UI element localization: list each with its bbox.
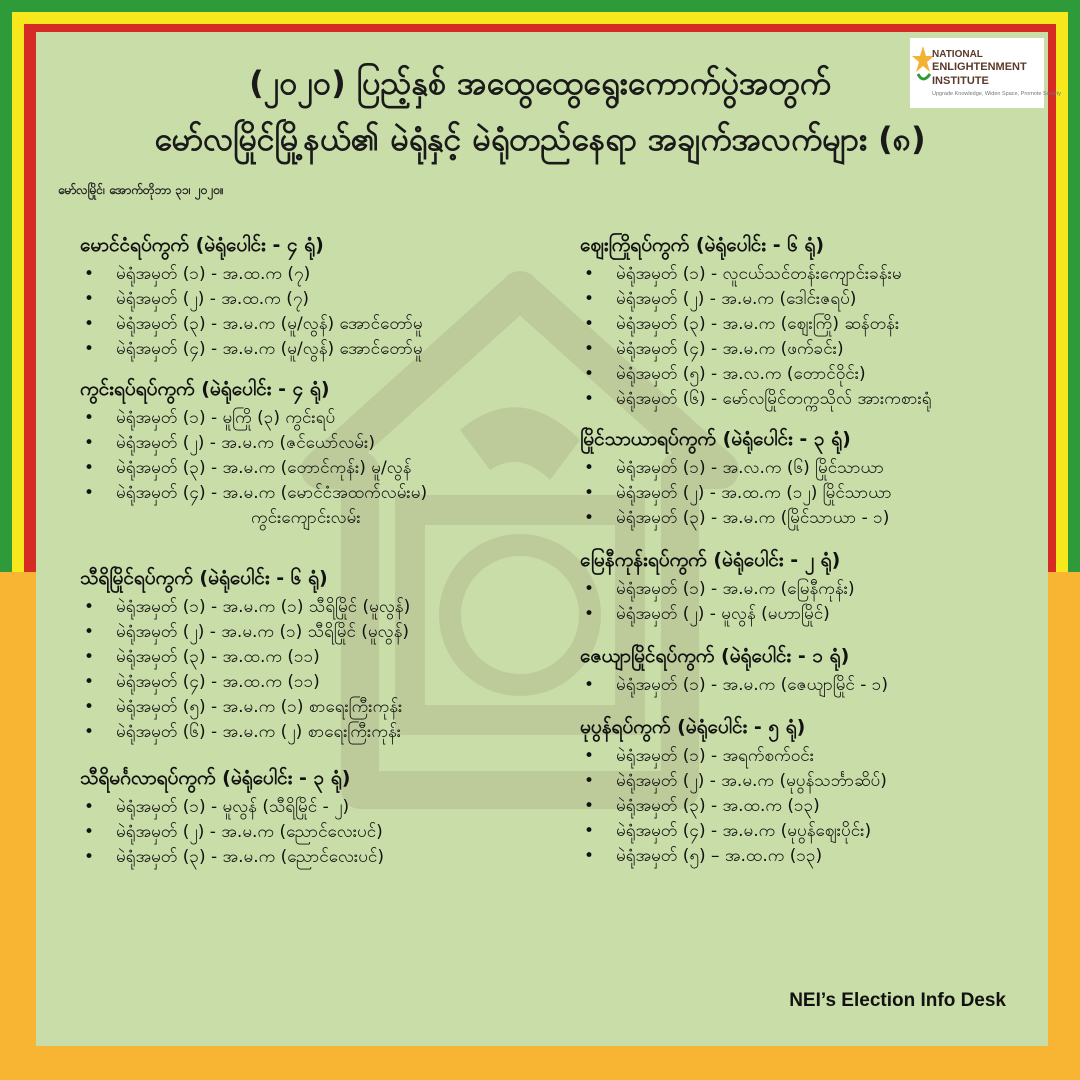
polling-station-text: မဲရုံအမှတ် (၁) - မူလွန် (သီရိမြိုင် - ၂) [116, 797, 350, 817]
ward-heading: သီရိမြိုင်ရပ်ကွက် (မဲရုံပေါင်း - ၆ ရုံ) [80, 567, 328, 589]
polling-station-item [580, 769, 1060, 794]
polling-station-item [580, 844, 1060, 869]
polling-station-item [580, 602, 1060, 627]
polling-station-item [580, 744, 1060, 769]
polling-station-item [80, 645, 560, 670]
ward-section [580, 232, 1060, 412]
ward-heading: ဇေယျာမြိုင်ရပ်ကွက် (မဲရုံပေါင်း - ၁ ရုံ) [580, 645, 850, 667]
polling-station-text: မဲရုံအမှတ် (၂) - မူလွန် (မဟာမြိုင်) [616, 604, 830, 624]
polling-station-item [580, 287, 1060, 312]
polling-station-item [80, 620, 560, 645]
polling-station-item [580, 337, 1060, 362]
polling-station-text: မဲရုံအမှတ် (၅) – အ.ထ.က (၁၃) [616, 846, 823, 866]
polling-station-item [580, 456, 1060, 481]
polling-station-item [80, 262, 560, 287]
polling-station-list [80, 406, 560, 531]
polling-station-item [80, 595, 560, 620]
polling-station-item [580, 577, 1060, 602]
ward-heading: ကွင်းရပ်ရပ်ကွက် (မဲရုံပေါင်း - ၄ ရုံ) [80, 378, 330, 400]
ward-heading: မောင်ငံရပ်ကွက် (မဲရုံပေါင်း - ၄ ရုံ) [80, 234, 324, 256]
polling-station-text: မဲရုံအမှတ် (၆) - အ.မ.က (၂) စာရေးကြီးကုန်း [116, 722, 402, 742]
polling-station-list [80, 262, 560, 362]
ward-heading: မြိုင်သာယာရပ်ကွက် (မဲရုံပေါင်း - ၃ ရုံ) [580, 428, 851, 450]
ward-heading: သီရိမင်္ဂလာရပ်ကွက် (မဲရုံပေါင်း - ၃ ရုံ) [80, 767, 351, 789]
polling-station-text: မဲရုံအမှတ် (၃) - အ.မ.က (မြိုင်သာယာ - ၁) [616, 508, 890, 528]
polling-station-item [80, 720, 560, 745]
polling-station-item [80, 695, 560, 720]
polling-station-text: မဲရုံအမှတ် (၆) - မော်လမြိုင်တက္ကသိုလ် အားကစားရုံ [616, 389, 932, 409]
title-line-1: (၂၀၂၀) ပြည့်နှစ် အထွေထွေရွေးကောက်ပွဲအတွက် [249, 64, 831, 102]
left-column [80, 232, 560, 870]
polling-station-text: မဲရုံအမှတ် (၄) - အ.မ.က (ဖက်ခင်း) [616, 339, 844, 359]
polling-station-text: မဲရုံအမှတ် (၄) - အ.မ.က (မူ/လွန်) အောင်တော်မူ [116, 339, 423, 359]
ward-heading: မြေနီကုန်းရပ်ကွက် (မဲရုံပေါင်း - ၂ ရုံ) [580, 549, 841, 571]
polling-station-text: မဲရုံအမှတ် (၅) - အ.လ.က (တောင်ဝိုင်း) [616, 364, 866, 384]
polling-station-text: မဲရုံအမှတ် (၄) - အ.မ.က (မုပွန်ဈေးပိုင်း) [616, 821, 872, 841]
ward-section [80, 232, 560, 362]
polling-station-text: မဲရုံအမှတ် (၁) - အ.လ.က (၆) မြိုင်သာယာ [616, 458, 885, 478]
logo-tagline: Upgrade Knowledge, Widen Space, Promote Society [932, 91, 1062, 97]
polling-station-item [80, 337, 560, 362]
polling-station-text: မဲရုံအမှတ် (၁) - မူကြို (၃) ကွင်းရပ် [116, 408, 336, 428]
polling-station-item [80, 312, 560, 337]
ward-section [580, 643, 1060, 698]
polling-station-list [580, 744, 1060, 869]
polling-station-list [580, 456, 1060, 531]
polling-station-item [80, 820, 560, 845]
polling-station-text: မဲရုံအမှတ် (၂) - အ.မ.က (ဒေါင်းဇရပ်) [616, 289, 857, 309]
polling-station-item [580, 506, 1060, 531]
polling-station-item [80, 431, 560, 456]
nei-logo [910, 38, 1062, 108]
polling-station-item [80, 406, 560, 431]
polling-station-item [580, 262, 1060, 287]
right-column [580, 232, 1060, 869]
polling-station-text: မဲရုံအမှတ် (၁) - အ.မ.က (မြေနီကုန်း) [616, 579, 855, 599]
polling-station-item [80, 481, 560, 531]
polling-station-text: မဲရုံအမှတ် (၁) - အ.မ.က (ဇေယျာမြိုင် - ၁) [616, 675, 888, 695]
polling-station-list [580, 262, 1060, 412]
polling-station-text: မဲရုံအမှတ် (၃) - အ.မ.က (ဈေးကြို) ဆန်တန်း [616, 314, 900, 334]
polling-station-text: မဲရုံအမှတ် (၂) - အ.မ.က (မုပွန်သင်္ဘာဆိပ်) [616, 771, 887, 791]
polling-station-item [580, 481, 1060, 506]
logo-line-2: ENLIGHTENMENT [932, 61, 1027, 73]
ward-section [80, 565, 560, 745]
polling-station-text: မဲရုံအမှတ် (၂) - အ.ထ.က (၁၂) မြိုင်သာယာ [616, 483, 892, 503]
polling-station-item [80, 670, 560, 695]
ward-section [580, 426, 1060, 531]
footer-credit: NEI’s Election Info Desk [789, 990, 1006, 1011]
polling-station-item [80, 795, 560, 820]
ward-section [580, 547, 1060, 627]
polling-station-text: မဲရုံအမှတ် (၅) - အ.မ.က (၁) စာရေးကြီးကုန်း [116, 697, 403, 717]
polling-station-text: မဲရုံအမှတ် (၃) - အ.မ.က (တောင်ကုန်း) မူ/လွန် [116, 458, 412, 478]
polling-station-text: မဲရုံအမှတ် (၁) - အ.မ.က (၁) သီရိမြိုင် (မူလွန်) [116, 597, 411, 617]
ward-section [80, 376, 560, 531]
polling-station-text: မဲရုံအမှတ် (၃) - အ.မ.က (ညောင်လေးပင်) [116, 847, 384, 867]
dateline: မော်လမြိုင်၊ အောက်တိုဘာ ၃၁၊ ၂၀၂၀။ [58, 183, 224, 197]
polling-station-list [580, 673, 1060, 698]
ward-section [80, 765, 560, 870]
polling-station-item [580, 312, 1060, 337]
polling-station-item [580, 819, 1060, 844]
polling-station-text: မဲရုံအမှတ် (၄) - အ.မ.က (မောင်ငံအထက်လမ်းမ) [116, 483, 428, 503]
logo-line-3: INSTITUTE [932, 75, 989, 87]
polling-station-text: မဲရုံအမှတ် (၃) - အ.မ.က (မူ/လွန်) အောင်တော်မူ [116, 314, 423, 334]
polling-station-text: မဲရုံအမှတ် (၁) - အရက်စက်ဝင်း [616, 746, 815, 766]
polling-station-item [580, 387, 1060, 412]
polling-station-text: မဲရုံအမှတ် (၁) - လူငယ်သင်တန်းကျောင်းခန်းမ [616, 264, 902, 284]
polling-station-text: မဲရုံအမှတ် (၃) - အ.ထ.က (၁၃) [616, 796, 820, 816]
polling-station-item [580, 794, 1060, 819]
polling-station-list [80, 795, 560, 870]
logo-line-1: NATIONAL [932, 49, 983, 60]
polling-station-list [80, 595, 560, 745]
title-line-2: မော်လမြိုင်မြို့နယ်၏ မဲရုံနှင့် မဲရုံတည်နေရာ အချက်အလက်များ (၈) [154, 120, 926, 158]
polling-station-text: မဲရုံအမှတ် (၂) - အ.မ.က (၁) သီရိမြိုင် (မူလွန်) [116, 622, 410, 642]
polling-station-item [80, 456, 560, 481]
polling-station-text: မဲရုံအမှတ် (၁) - အ.ထ.က (၇) [116, 264, 311, 284]
polling-station-text: မဲရုံအမှတ် (၄) - အ.ထ.က (၁၁) [116, 672, 320, 692]
polling-station-text: မဲရုံအမှတ် (၂) - အ.မ.က (ဇင်ယော်လမ်း) [116, 433, 375, 453]
ward-heading: မုပွန်ရပ်ကွက် (မဲရုံပေါင်း - ၅ ရုံ) [580, 716, 806, 738]
polling-station-text: မဲရုံအမှတ် (၂) - အ.ထ.က (၇) [116, 289, 310, 309]
ward-heading: ဈေးကြိုရပ်ကွက် (မဲရုံပေါင်း - ၆ ရုံ) [580, 234, 825, 256]
list-item-continuation: ကွင်းကျောင်းလမ်း [251, 508, 361, 528]
ward-section [580, 714, 1060, 869]
polling-station-item [580, 673, 1060, 698]
polling-station-item [80, 845, 560, 870]
polling-station-text: မဲရုံအမှတ် (၃) - အ.ထ.က (၁၁) [116, 647, 320, 667]
polling-station-list [580, 577, 1060, 627]
polling-station-text: မဲရုံအမှတ် (၂) - အ.မ.က (ညောင်လေးပင်) [116, 822, 383, 842]
polling-station-item [80, 287, 560, 312]
polling-station-item [580, 362, 1060, 387]
star-logo-icon [912, 44, 934, 84]
